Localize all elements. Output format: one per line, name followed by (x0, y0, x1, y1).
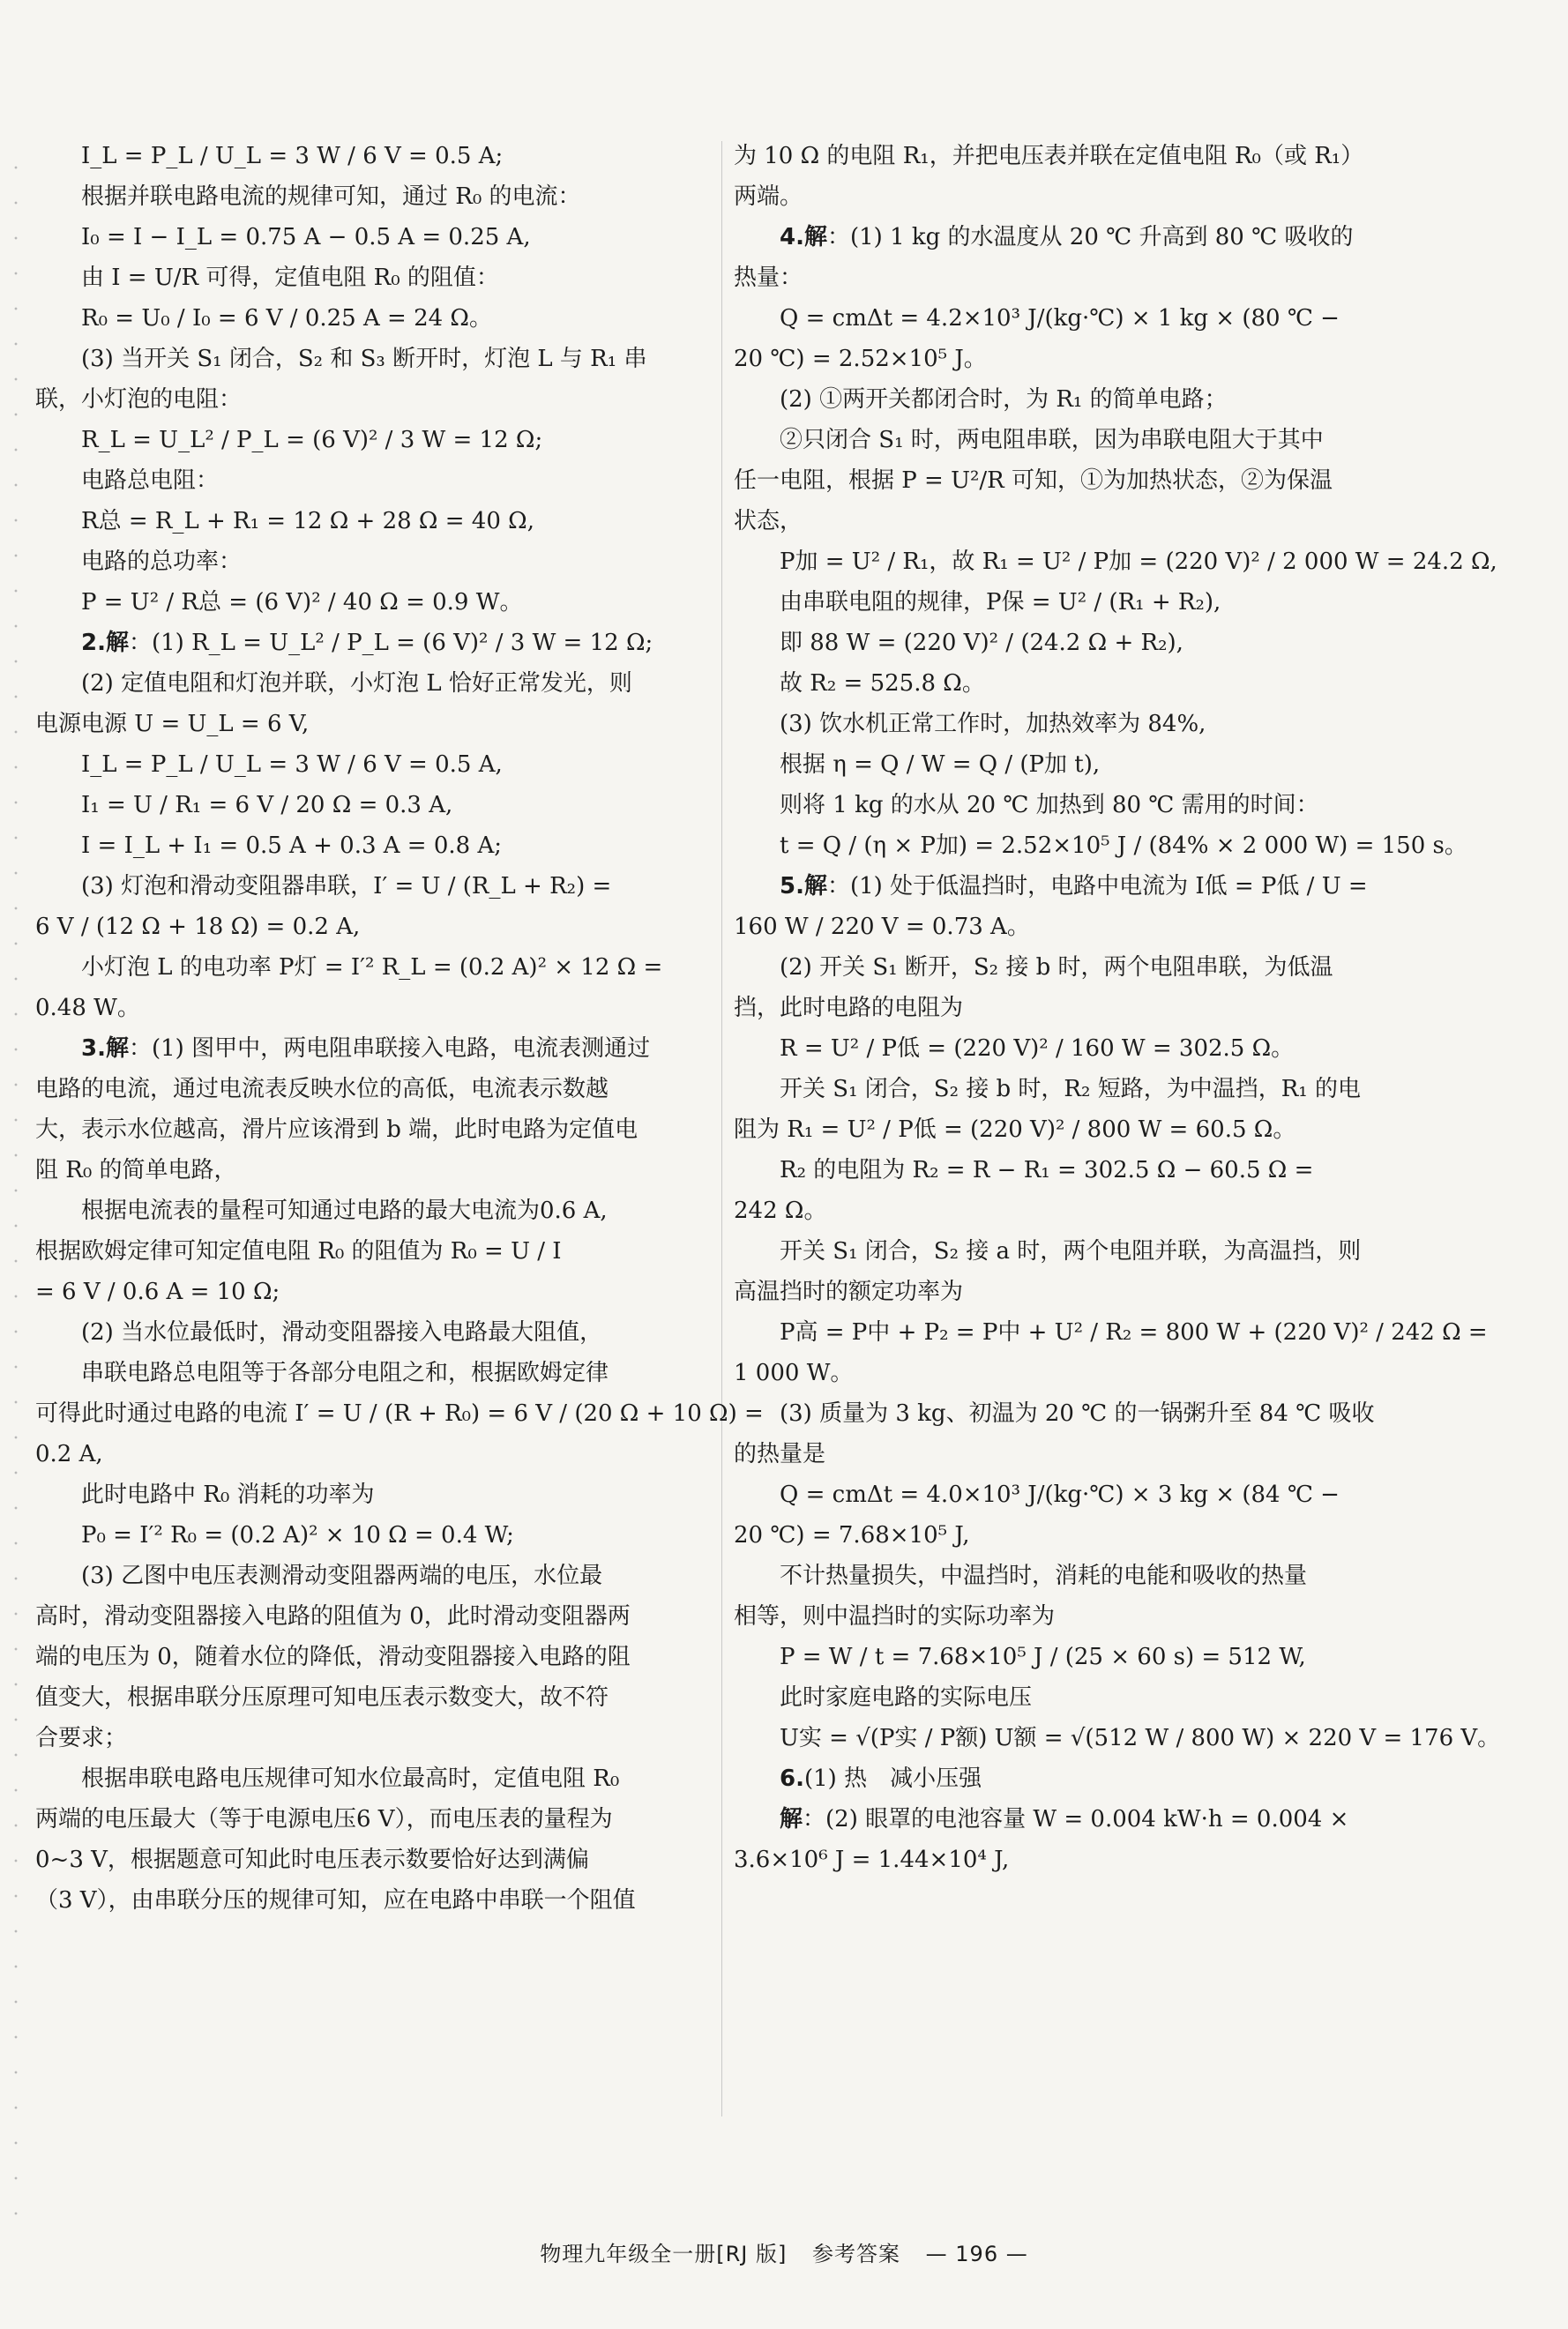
text-line (734, 180, 1397, 213)
line-text: I₀ = I − I_L = 0.75 A − 0.5 A = 0.25 A, (81, 224, 531, 250)
text-line (734, 910, 1397, 944)
text-line (35, 220, 698, 254)
text-line (35, 951, 698, 984)
text-line (734, 1153, 1397, 1187)
line-text: 电路的电流，通过电流表反映水位的高低，电流表示数越 (35, 1076, 609, 1102)
right-column (734, 139, 1501, 1884)
text-line (35, 1397, 764, 1430)
line-text: 相等，则中温挡时的实际功率为 (734, 1603, 1056, 1630)
line-text: 状态， (734, 508, 803, 534)
line-text: 根据 η = Q / W = Q / (P加 t), (780, 751, 1101, 778)
line-text: t = Q / (η × P加) = 2.52×10⁵ J / (84% × 2 000 W) = 150 s。 (780, 832, 1467, 859)
text-line (734, 1640, 1397, 1674)
text-line (35, 1884, 698, 1917)
line-text: 电源电源 U = U_L = 6 V, (35, 711, 310, 737)
line-text: (2) ①两开关都闭合时，为 R₁ 的简单电路； (780, 386, 1228, 413)
line-text: 的热量是 (734, 1441, 826, 1467)
text-line (734, 870, 1397, 903)
line-text: 端的电压为 0，随着水位的降低，滑动变阻器接入电路的阻 (35, 1644, 631, 1670)
line-text: 此时电路中 R₀ 消耗的功率为 (81, 1482, 375, 1508)
line-text: P加 = U² / R₁，故 R₁ = U² / P加 = (220 V)² / 2 000 W = 24.2 Ω, (780, 549, 1497, 575)
line-text: R_L = U_L² / P_L = (6 V)² / 3 W = 12 Ω; (81, 427, 543, 453)
text-line (35, 1113, 698, 1146)
text-line (734, 667, 1397, 700)
text-line (35, 139, 698, 173)
text-line (734, 1721, 1501, 1755)
line-text: 由串联电阻的规律，P保 = U² / (R₁ + R₂), (780, 589, 1221, 616)
line-text: 6 V / (12 Ω + 18 Ω) = 0.2 A, (35, 914, 361, 940)
line-text: R总 = R_L + R₁ = 12 Ω + 28 Ω = 40 Ω, (81, 508, 534, 534)
text-line (734, 504, 1397, 538)
question-number: 2.解 (81, 630, 129, 656)
text-line (35, 302, 698, 335)
text-line (35, 910, 698, 944)
text-line (35, 1356, 698, 1390)
line-text: ：(1) R_L = U_L² / P_L = (6 V)² / 3 W = 12 Ω; (128, 630, 653, 656)
text-line (35, 1600, 698, 1633)
text-line (734, 1437, 1397, 1471)
text-line (734, 1397, 1397, 1430)
line-text: 高时，滑动变阻器接入电路的阻值为 0，此时滑动变阻器两 (35, 1603, 631, 1630)
text-line (734, 1519, 1397, 1552)
text-line (734, 1356, 1397, 1390)
text-line (734, 383, 1397, 416)
text-line (35, 1032, 698, 1065)
text-line (734, 1762, 1397, 1795)
text-line (734, 1803, 1397, 1836)
text-line (734, 626, 1397, 660)
line-text: (3) 乙图中电压表测滑动变阻器两端的电压，水位最 (81, 1563, 603, 1589)
line-text: (3) 当开关 S₁ 闭合，S₂ 和 S₃ 断开时，灯泡 L 与 R₁ 串 (81, 346, 647, 372)
text-line (35, 1559, 698, 1593)
line-text: I₁ = U / R₁ = 6 V / 20 Ω = 0.3 A, (81, 792, 453, 818)
text-line (35, 180, 698, 213)
line-text: P = U² / R总 = (6 V)² / 40 Ω = 0.9 W。 (81, 589, 523, 616)
text-line (35, 383, 698, 416)
line-text: ：(1) 1 kg 的水温度从 20 ℃ 升高到 80 ℃ 吸收的 (826, 224, 1354, 250)
text-line (734, 342, 1397, 376)
line-text: 根据电流表的量程可知通过电路的最大电流为0.6 A, (81, 1198, 608, 1224)
text-line (35, 1316, 698, 1349)
line-text: 大，表示水位越高，滑片应该滑到 b 端，此时电路为定值电 (35, 1116, 638, 1143)
line-text: 20 ℃) = 7.68×10⁵ J, (734, 1522, 970, 1549)
text-line (35, 423, 698, 457)
text-line (35, 991, 698, 1025)
text-line (734, 423, 1397, 457)
line-text: R₀ = U₀ / I₀ = 6 V / 0.25 A = 24 Ω。 (81, 305, 492, 332)
line-text: 小灯泡 L 的电功率 P灯 = I′² R_L = (0.2 A)² × 12 Ω = (81, 954, 663, 981)
text-line (734, 1113, 1397, 1146)
line-text: R₂ 的电阻为 R₂ = R − R₁ = 302.5 Ω − 60.5 Ω = (780, 1157, 1314, 1183)
line-text: I_L = P_L / U_L = 3 W / 6 V = 0.5 A, (81, 751, 503, 778)
line-text: 故 R₂ = 525.8 Ω。 (780, 670, 985, 697)
text-line (35, 1721, 698, 1755)
text-line (35, 626, 698, 660)
line-text: 160 W / 220 V = 0.73 A。 (734, 914, 1030, 940)
text-line (35, 545, 698, 579)
line-text: 值变大，根据串联分压原理可知电压表示数变大，故不符 (35, 1684, 609, 1711)
text-line (35, 748, 698, 781)
text-line (734, 1478, 1397, 1512)
line-text: = 6 V / 0.6 A = 10 Ω; (35, 1279, 280, 1305)
line-text: 电路的总功率： (81, 549, 243, 575)
text-line (35, 1275, 698, 1309)
line-text: P₀ = I′² R₀ = (0.2 A)² × 10 Ω = 0.4 W; (81, 1522, 514, 1549)
text-line (35, 1235, 698, 1268)
column-divider (721, 141, 722, 2116)
line-text: (3) 灯泡和滑动变阻器串联，I′ = U / (R_L + R₂) = (81, 873, 612, 900)
line-text: 挡，此时电路的电阻为 (734, 995, 964, 1021)
text-line (35, 667, 698, 700)
text-line (734, 1275, 1397, 1309)
text-line (35, 1153, 698, 1187)
line-text: 242 Ω。 (734, 1198, 827, 1224)
line-text: 0~3 V，根据题意可知此时电压表示数要恰好达到满偏 (35, 1847, 589, 1873)
text-line (35, 829, 698, 862)
line-text: ②只闭合 S₁ 时，两电阻串联，因为串联电阻大于其中 (780, 427, 1324, 453)
line-text: 开关 S₁ 闭合，S₂ 接 b 时，R₂ 短路，为中温挡，R₁ 的电 (780, 1076, 1361, 1102)
text-line (35, 1803, 698, 1836)
text-line (35, 464, 698, 497)
text-line (35, 707, 698, 741)
page-footer (0, 2236, 1568, 2267)
line-text: 联，小灯泡的电阻： (35, 386, 243, 413)
line-text: (2) 当水位最低时，滑动变阻器接入电路最大阻值， (81, 1319, 603, 1346)
question-number: 5.解 (780, 873, 827, 900)
line-text: 可得此时通过电路的电流 I′ = U / (R + R₀) = 6 V / (20 Ω + 10 Ω) = (35, 1400, 764, 1427)
line-text: P高 = P中 + P₂ = P中 + U² / R₂ = 800 W + (220 V)² / 242 Ω = (780, 1319, 1488, 1346)
line-text: 0.2 A, (35, 1441, 103, 1467)
line-text: Q = cmΔt = 4.0×10³ J/(kg·℃) × 3 kg × (84 ℃ − (780, 1482, 1340, 1508)
line-text: ：(2) 眼罩的电池容量 W = 0.004 kW·h = 0.004 × (803, 1806, 1349, 1833)
text-line (734, 139, 1397, 173)
line-text: I = I_L + I₁ = 0.5 A + 0.3 A = 0.8 A; (81, 832, 503, 859)
line-text: 此时家庭电路的实际电压 (780, 1684, 1033, 1711)
question-number: 解 (780, 1806, 803, 1833)
line-text: 电路总电阻： (81, 467, 220, 494)
footer-page-number: — 196 — (925, 2242, 1028, 2266)
text-line (35, 1519, 698, 1552)
line-text: (2) 开关 S₁ 断开，S₂ 接 b 时，两个电阻串联，为低温 (780, 954, 1333, 981)
binding-dots (14, 150, 18, 2232)
text-line (35, 1843, 698, 1877)
line-text: 为 10 Ω 的电阻 R₁，并把电压表并联在定值电阻 R₀（或 R₁） (734, 143, 1364, 169)
line-text: 1 000 W。 (734, 1360, 854, 1386)
text-line (35, 1194, 698, 1228)
text-line (734, 545, 1497, 579)
text-line (734, 464, 1397, 497)
text-line (734, 1235, 1397, 1268)
text-line (35, 1681, 698, 1714)
line-text: P = W / t = 7.68×10⁵ J / (25 × 60 s) = 512 W, (780, 1644, 1306, 1670)
text-line (35, 1072, 698, 1106)
line-text: 串联电路总电阻等于各部分电阻之和，根据欧姆定律 (81, 1360, 609, 1386)
line-text: 根据欧姆定律可知定值电阻 R₀ 的阻值为 R₀ = U / I (35, 1238, 562, 1265)
text-line (734, 1032, 1397, 1065)
footer-book-title: 物理九年级全一册[RJ 版] (540, 2242, 788, 2266)
text-line (35, 1640, 698, 1674)
text-line (734, 707, 1397, 741)
text-line (734, 748, 1397, 781)
text-line (35, 261, 698, 295)
text-line (734, 1681, 1397, 1714)
line-text: Q = cmΔt = 4.2×10³ J/(kg·℃) × 1 kg × (80 ℃ − (780, 305, 1340, 332)
line-text: 阻为 R₁ = U² / P低 = (220 V)² / 800 W = 60.5 Ω。 (734, 1116, 1296, 1143)
line-text: 由 I = U/R 可得，定值电阻 R₀ 的阻值： (81, 265, 499, 291)
line-text: 阻 R₀ 的简单电路， (35, 1157, 237, 1183)
text-line (734, 1843, 1397, 1877)
text-line (734, 788, 1397, 822)
line-text: 两端的电压最大（等于电源电压6 V），而电压表的量程为 (35, 1806, 613, 1833)
line-text: U实 = √(P实 / P额) U额 = √(512 W / 800 W) × 220 V = 176 V。 (780, 1725, 1501, 1751)
text-line (734, 220, 1397, 254)
footer-section: 参考答案 (812, 2242, 901, 2266)
text-line (734, 991, 1397, 1025)
text-line (35, 870, 698, 903)
line-text: ：(1) 处于低温挡时，电路中电流为 I低 = P低 / U = (826, 873, 1368, 900)
text-line (734, 1316, 1488, 1349)
text-line (35, 1437, 698, 1471)
text-line (35, 586, 698, 619)
line-text: 任一电阻，根据 P = U²/R 可知，①为加热状态，②为保温 (734, 467, 1333, 494)
line-text: 高温挡时的额定功率为 (734, 1279, 964, 1305)
line-text: 不计热量损失，中温挡时，消耗的电能和吸收的热量 (780, 1563, 1308, 1589)
line-text: (2) 定值电阻和灯泡并联，小灯泡 L 恰好正常发光，则 (81, 670, 632, 697)
text-line (734, 302, 1397, 335)
text-line (35, 1762, 698, 1795)
line-text: (3) 饮水机正常工作时，加热效率为 84%, (780, 711, 1206, 737)
question-number: 4.解 (780, 224, 827, 250)
line-text: 0.48 W。 (35, 995, 140, 1021)
line-text: （3 V），由串联分压的规律可知，应在电路中串联一个阻值 (35, 1887, 636, 1914)
line-text: (1) 热 减小压强 (803, 1765, 982, 1792)
line-text: 3.6×10⁶ J = 1.44×10⁴ J, (734, 1847, 1010, 1873)
line-text: 根据并联电路电流的规律可知，通过 R₀ 的电流： (81, 183, 581, 210)
text-line (734, 586, 1397, 619)
line-text: R = U² / P低 = (220 V)² / 160 W = 302.5 Ω。 (780, 1035, 1295, 1062)
line-text: 合要求； (35, 1725, 128, 1751)
text-line (35, 342, 698, 376)
text-line (734, 1194, 1397, 1228)
text-line (734, 951, 1397, 984)
line-text: 即 88 W = (220 V)² / (24.2 Ω + R₂), (780, 630, 1183, 656)
text-line (35, 788, 698, 822)
text-line (734, 261, 1397, 295)
line-text: 20 ℃) = 2.52×10⁵ J。 (734, 346, 987, 372)
text-line (734, 829, 1467, 862)
line-text: (3) 质量为 3 kg、初温为 20 ℃ 的一锅粥升至 84 ℃ 吸收 (780, 1400, 1375, 1427)
line-text: I_L = P_L / U_L = 3 W / 6 V = 0.5 A; (81, 143, 504, 169)
question-number: 6. (780, 1765, 804, 1792)
text-line (734, 1559, 1397, 1593)
text-line (734, 1600, 1397, 1633)
left-column (35, 139, 764, 1924)
line-text: 根据串联电路电压规律可知水位最高时，定值电阻 R₀ (81, 1765, 620, 1792)
line-text: 热量： (734, 265, 803, 291)
question-number: 3.解 (81, 1035, 129, 1062)
text-line (35, 1478, 698, 1512)
line-text: 则将 1 kg 的水从 20 ℃ 加热到 80 ℃ 需用的时间： (780, 792, 1319, 818)
line-text: ：(1) 图甲中，两电阻串联接入电路，电流表测通过 (128, 1035, 651, 1062)
line-text: 两端。 (734, 183, 803, 210)
line-text: 开关 S₁ 闭合，S₂ 接 a 时，两个电阻并联，为高温挡，则 (780, 1238, 1362, 1265)
text-line (734, 1072, 1397, 1106)
text-line (35, 504, 698, 538)
